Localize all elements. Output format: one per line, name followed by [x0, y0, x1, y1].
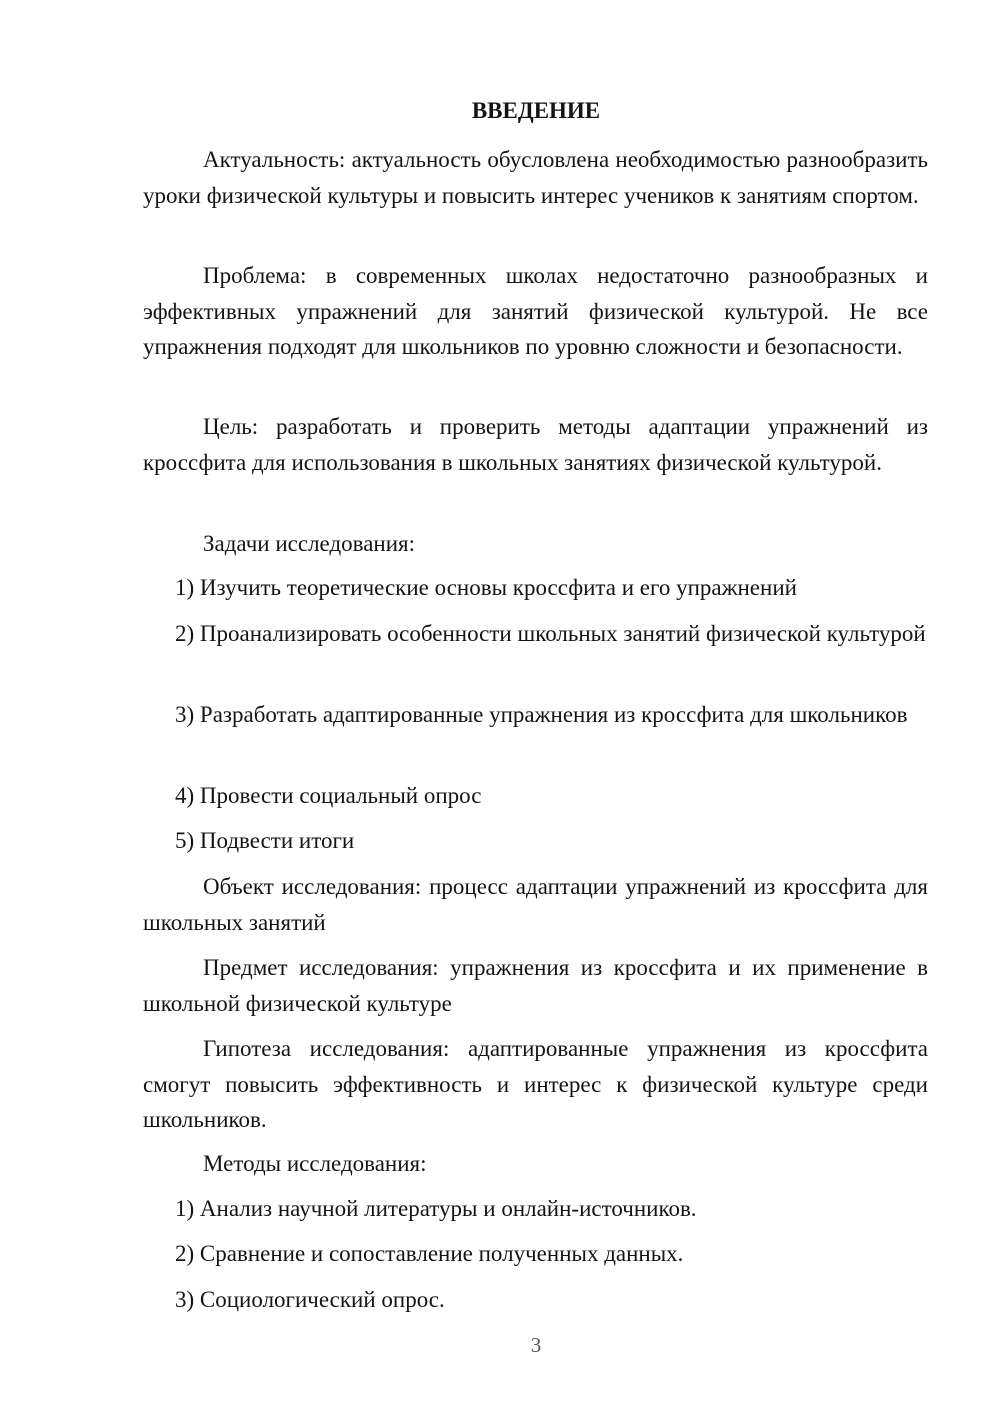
- subject-paragraph: Предмет исследования: упражнения из кроссфита и их применение в школьной физической культуре: [143, 955, 928, 1016]
- tasks-heading: Задачи исследования:: [203, 531, 416, 556]
- task-item-5: 5) Подвести итоги: [175, 828, 355, 853]
- task-item-2: 2) Проанализировать особенности школьных занятий физической культурой: [175, 621, 926, 646]
- hypothesis-paragraph: Гипотеза исследования: адаптированные упражнения из кроссфита смогут повысить эффективность и интерес к физической культуре среди школьников.: [143, 1036, 928, 1132]
- object-paragraph: Объект исследования: процесс адаптации упражнений из кроссфита для школьных занятий: [143, 874, 928, 935]
- method-item-2: 2) Сравнение и сопоставление полученных данных.: [175, 1241, 684, 1266]
- section-heading: ВВЕДЕНИЕ: [471, 98, 601, 123]
- page-number: 3: [530, 1333, 542, 1357]
- method-item-3: 3) Социологический опрос.: [175, 1287, 445, 1312]
- relevance-paragraph: Актуальность: актуальность обусловлена необходимостью разнообразить уроки физической культуры и повысить интерес учеников к занятиям спортом.: [143, 147, 928, 208]
- methods-heading: Методы исследования:: [203, 1151, 427, 1176]
- task-item-3: 3) Разработать адаптированные упражнения из кроссфита для школьников: [175, 702, 908, 727]
- task-item-1: 1) Изучить теоретические основы кроссфита и его упражнений: [175, 575, 797, 600]
- method-item-1: 1) Анализ научной литературы и онлайн-источников.: [175, 1196, 697, 1221]
- problem-paragraph: Проблема: в современных школах недостаточно разнообразных и эффективных упражнений для занятий физической культурой. Не все упражнения подходят для школьников по уровню сложности и безопасности.: [143, 263, 928, 359]
- goal-paragraph: Цель: разработать и проверить методы адаптации упражнений из кроссфита для использования в школьных занятиях физической культурой.: [143, 414, 928, 475]
- task-item-4: 4) Провести социальный опрос: [175, 783, 482, 808]
